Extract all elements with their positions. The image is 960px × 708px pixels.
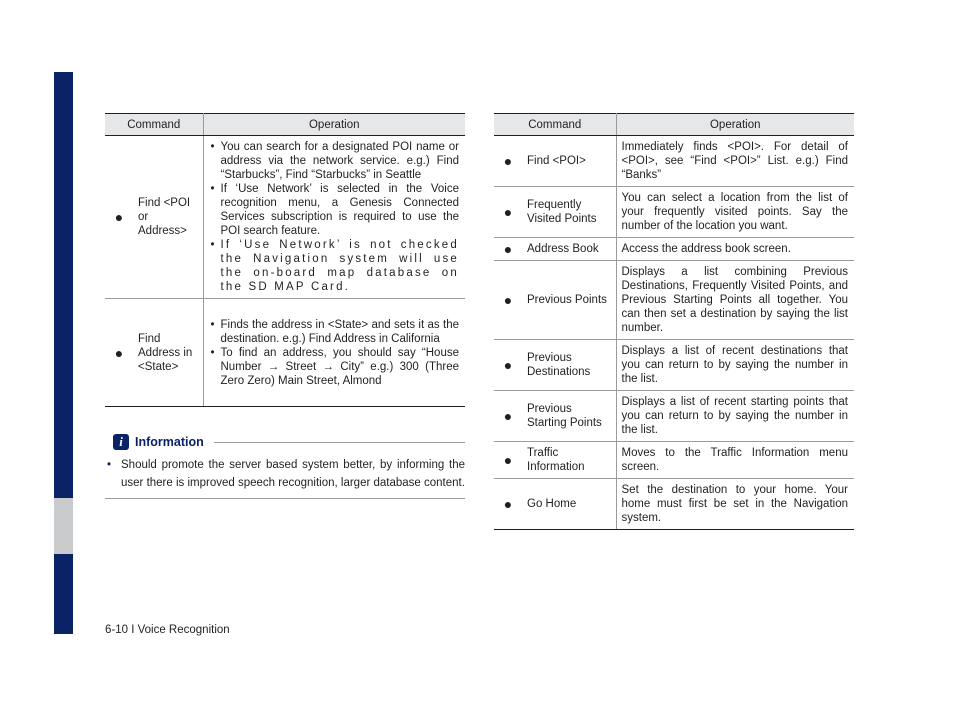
row-bullet: ●	[494, 442, 522, 479]
command-name: Find <POI or Address>	[133, 136, 203, 299]
operation-text: Moves to the Traffic Information menu screen.	[616, 442, 854, 479]
command-name: Find Address in <State>	[133, 299, 203, 407]
operation-item: • To find an address, you should say “House Number → Street → City” e.g.) 300 (Three Zero Zero) Main Street, Almond	[209, 346, 460, 388]
command-name: Previous Starting Points	[522, 391, 616, 442]
command-name: Frequently Visited Points	[522, 187, 616, 238]
command-name: Previous Points	[522, 261, 616, 340]
row-bullet: ●	[494, 136, 522, 187]
operation-item: • You can search for a designated POI name or address via the network service. e.g.) Find “Starbucks”, Find “Starbucks” in Seattle	[209, 140, 460, 182]
information-box	[105, 432, 465, 499]
command-name: Address Book	[522, 238, 616, 261]
information-header	[105, 432, 465, 452]
operation-text: Displays a list combining Previous Destinations, Frequently Visited Points, and Previous Starting Points all together. You can then set a destination by saying the list number.	[616, 261, 854, 340]
header-command: Command	[105, 114, 203, 136]
info-icon: i	[113, 434, 129, 450]
operation-text: You can select a location from the list of your frequently visited points. Say the number of the location you want.	[616, 187, 854, 238]
operation-text: Access the address book screen.	[616, 238, 854, 261]
operation-item: • If ‘Use Network’ is not checked the Navigation system will use the on-board map database on the SD MAP Card.	[209, 238, 460, 294]
header-operation: Operation	[616, 114, 854, 136]
table-row	[105, 136, 465, 299]
row-bullet: ●	[494, 238, 522, 261]
command-name: Traffic Information	[522, 442, 616, 479]
row-bullet: ●	[494, 340, 522, 391]
table-row	[494, 136, 854, 187]
row-bullet: ●	[105, 299, 133, 407]
operation-text: Set the destination to your home. Your home must first be set in the Navigation system.	[616, 479, 854, 530]
right-command-table	[494, 113, 854, 530]
operation-item: • Finds the address in <State> and sets it as the destination. e.g.) Find Address in California	[209, 318, 460, 346]
left-command-table	[105, 113, 465, 407]
operation-text: Displays a list of recent destinations that you can return to by saying the number in the list.	[616, 340, 854, 391]
page-footer: 6-10 I Voice Recognition	[105, 624, 230, 636]
row-bullet: ●	[494, 479, 522, 530]
side-tab-gray	[54, 498, 73, 554]
table-row	[494, 187, 854, 238]
row-bullet: ●	[494, 391, 522, 442]
operation-cell	[203, 299, 465, 407]
information-text: • Should promote the server based system better, by informing the user there is improved speech recognition, larger database content.	[105, 456, 465, 499]
command-name: Find <POI>	[522, 136, 616, 187]
table-row	[494, 340, 854, 391]
side-tab-navy-top	[54, 72, 73, 498]
operation-cell	[203, 136, 465, 299]
row-bullet: ●	[494, 261, 522, 340]
table-header-row	[494, 114, 854, 136]
row-bullet: ●	[494, 187, 522, 238]
table-row	[494, 261, 854, 340]
operation-text: Displays a list of recent starting points that you can return to by saying the number in the list.	[616, 391, 854, 442]
command-name: Go Home	[522, 479, 616, 530]
operation-text: Immediately finds <POI>. For detail of <POI>, see “Find <POI>” List. e.g.) Find “Banks”	[616, 136, 854, 187]
information-title: Information	[135, 435, 204, 449]
table-row	[494, 238, 854, 261]
table-row	[105, 299, 465, 407]
information-divider	[214, 442, 465, 443]
header-operation: Operation	[203, 114, 465, 136]
row-bullet: ●	[105, 136, 133, 299]
header-command: Command	[494, 114, 616, 136]
table-row	[494, 391, 854, 442]
side-tab-navy-bottom	[54, 554, 73, 634]
command-name: Previous Destinations	[522, 340, 616, 391]
operation-item: • If ‘Use Network’ is selected in the Voice recognition menu, a Genesis Connected Services subscription is required to use the POI search feature.	[209, 182, 460, 238]
table-row	[494, 442, 854, 479]
table-row	[494, 479, 854, 530]
table-header-row	[105, 114, 465, 136]
